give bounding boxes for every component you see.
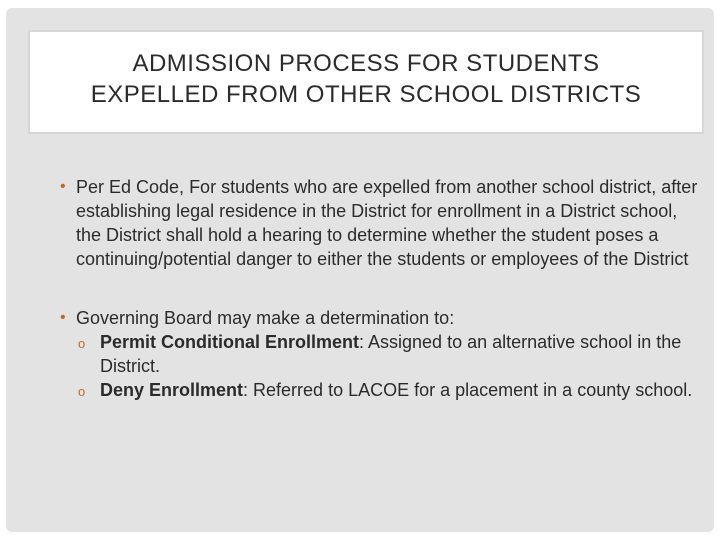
sub-bullet-item bbox=[76, 378, 704, 402]
sub-bullet-text: : Assigned to an alternative school in the District. bbox=[100, 332, 682, 376]
bullet-item bbox=[54, 175, 704, 271]
sub-bullet-list bbox=[76, 330, 704, 402]
slide-title bbox=[30, 48, 702, 110]
sub-bullet-item bbox=[76, 330, 704, 378]
title-line-1: ADMISSION PROCESS FOR STUDENTS bbox=[132, 50, 600, 77]
bullet-item bbox=[54, 306, 704, 402]
title-box bbox=[28, 30, 704, 134]
title-line-2: EXPELLED FROM OTHER SCHOOL DISTRICTS bbox=[90, 81, 642, 108]
circle-bullet-icon: o bbox=[78, 336, 86, 351]
bullet-text: Per Ed Code, For students who are expelled from another school district, after establishing legal residence in the District for enrollment in a District school, the District shall hold a hearing to determine whether the student poses a continuing/potential danger to either the students or employees of the District bbox=[76, 177, 698, 269]
sub-bullet-text: : Referred to LACOE for a placement in a county school. bbox=[243, 380, 693, 400]
circle-bullet-icon: o bbox=[78, 384, 86, 399]
sub-bullet-term: Deny Enrollment bbox=[100, 380, 244, 400]
sub-bullet-term: Permit Conditional Enrollment bbox=[100, 332, 360, 352]
bullet-icon: • bbox=[60, 178, 66, 195]
slide-background bbox=[6, 8, 714, 532]
slide-content bbox=[54, 175, 704, 402]
bullet-text: Governing Board may make a determination to: bbox=[76, 308, 455, 328]
bullet-icon: • bbox=[60, 309, 66, 326]
